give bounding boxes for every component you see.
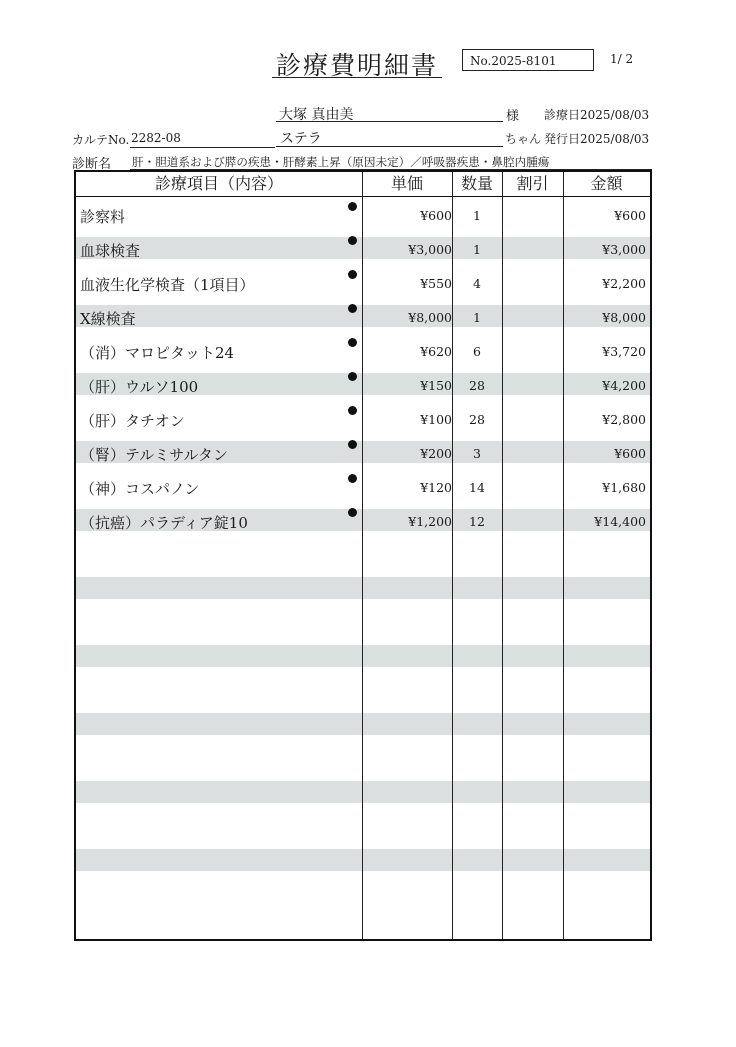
column-divider (452, 172, 453, 939)
chart-number-underline (130, 147, 275, 148)
header-amount: 金額 (590, 174, 623, 193)
unit-price: ¥8,000 (408, 310, 452, 325)
owner-name-underline (276, 121, 503, 122)
amount: ¥4,200 (602, 378, 646, 393)
page-indicator: 1/ 2 (610, 52, 634, 66)
amount: ¥3,720 (602, 344, 646, 359)
bullet-dot-icon (348, 270, 357, 279)
quantity: 6 (473, 344, 481, 359)
header-item: 診療項目（内容） (154, 174, 283, 193)
issue-date: 発行日2025/08/03 (544, 132, 650, 146)
bullet-dot-icon (348, 372, 357, 381)
amount: ¥3,000 (602, 242, 646, 257)
billing-table (74, 170, 652, 941)
item-name: 血球検査 (80, 242, 141, 260)
diagnosis-label: 診断名 (72, 157, 112, 172)
quantity: 4 (473, 276, 481, 291)
item-name: （抗癌）パラディア錠10 (80, 514, 248, 532)
unit-price: ¥550 (420, 276, 452, 291)
bullet-dot-icon (348, 508, 357, 517)
title-underline (272, 77, 442, 78)
unit-price: ¥200 (420, 446, 452, 461)
quantity: 1 (473, 242, 481, 257)
header-unit-price: 単価 (390, 174, 423, 193)
amount: ¥600 (614, 208, 646, 223)
pet-honorific: ちゃん (505, 132, 542, 146)
column-divider (362, 172, 363, 939)
exam-date: 診療日2025/08/03 (544, 108, 650, 122)
item-name: （肝）ウルソ100 (80, 378, 199, 396)
item-name: 診察料 (80, 208, 126, 226)
quantity: 1 (473, 310, 481, 325)
owner-name: 大塚 真由美 (279, 107, 354, 123)
item-name: 血液生化学検査（1項目） (80, 276, 255, 294)
bullet-dot-icon (348, 440, 357, 449)
pet-name: ステラ (280, 131, 322, 147)
item-name: （肝）タチオン (80, 412, 185, 430)
quantity: 12 (469, 514, 485, 529)
bullet-dot-icon (348, 304, 357, 313)
quantity: 3 (473, 446, 481, 461)
unit-price: ¥1,200 (408, 514, 452, 529)
bullet-dot-icon (348, 202, 357, 211)
amount: ¥2,800 (602, 412, 646, 427)
amount: ¥1,680 (602, 480, 646, 495)
quantity: 1 (473, 208, 481, 223)
amount: ¥600 (614, 446, 646, 461)
bullet-dot-icon (348, 338, 357, 347)
column-divider (563, 172, 564, 939)
item-name: X線検査 (80, 310, 136, 328)
column-divider (502, 172, 503, 939)
item-name: （神）コスパノン (80, 480, 200, 498)
unit-price: ¥600 (420, 208, 452, 223)
chart-number: 2282-08 (131, 131, 181, 145)
quantity: 28 (469, 412, 485, 427)
quantity: 28 (469, 378, 485, 393)
header-quantity: 数量 (460, 174, 493, 193)
chart-number-label: カルテNo. (72, 133, 130, 147)
item-name: （消）マロピタット24 (80, 344, 235, 362)
amount: ¥14,400 (594, 514, 646, 529)
amount: ¥8,000 (602, 310, 646, 325)
amount: ¥2,200 (602, 276, 646, 291)
bullet-dot-icon (348, 406, 357, 415)
pet-name-underline (276, 146, 503, 147)
unit-price: ¥120 (420, 480, 452, 495)
diagnosis-text: 肝・胆道系および膵の疾患・肝酵素上昇（原因未定）／呼吸器疾患・鼻腔内腫瘍 (132, 155, 550, 169)
unit-price: ¥100 (420, 412, 452, 427)
document-number: No.2025-8101 (462, 49, 594, 71)
document-title: 診療費明細書 (275, 51, 438, 80)
item-name: （腎）テルミサルタン (80, 446, 228, 464)
bullet-dot-icon (348, 236, 357, 245)
header-discount: 割引 (516, 174, 549, 193)
bullet-dot-icon (348, 474, 357, 483)
owner-honorific: 様 (506, 109, 520, 124)
unit-price: ¥150 (420, 378, 452, 393)
unit-price: ¥620 (420, 344, 452, 359)
quantity: 14 (469, 480, 485, 495)
unit-price: ¥3,000 (408, 242, 452, 257)
